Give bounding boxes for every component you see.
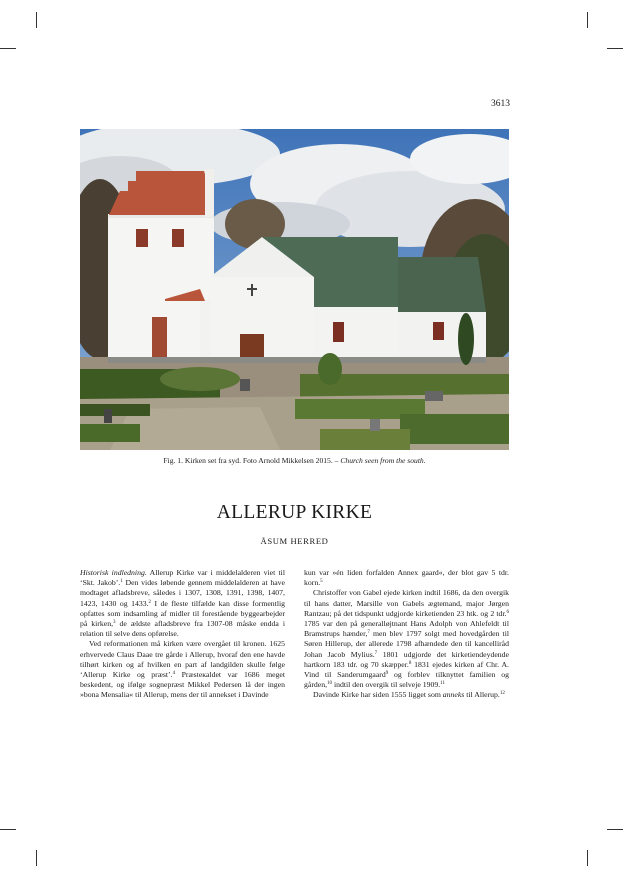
footnote-ref: 5 <box>320 579 323 585</box>
crop-mark <box>607 829 623 830</box>
church-photo <box>80 129 509 450</box>
crop-mark <box>36 12 37 28</box>
text: indtil den overgik til selveje 1909. <box>332 680 441 690</box>
figure-caption <box>80 456 509 465</box>
footnote-ref: 11 <box>440 681 445 687</box>
footnote-ref: 10 <box>327 681 333 687</box>
paragraph <box>80 568 285 639</box>
text: 1785 var den på generalløjtnant Hans Adolph von Ahlefeldt til Bramstrups hænder, <box>304 619 509 639</box>
text: Davinde Kirke har siden 1555 ligget som <box>313 690 443 700</box>
footnote-ref: 3 <box>113 620 116 626</box>
text: men blev 1797 solgt med hovedgården til Søren Hillerup, der allerede 1798 afhændede den til kancelliråd Johan Jacob Mylius. <box>304 629 509 659</box>
caption-danish: Fig. 1. Kirken set fra syd. Foto Arnold Mikkelsen 2015. – <box>163 456 339 465</box>
crop-mark <box>587 850 588 866</box>
footnote-ref: 2 <box>148 599 152 605</box>
crop-mark <box>607 48 623 49</box>
paragraph <box>304 568 509 588</box>
footnote-ref: 4 <box>172 671 176 677</box>
caption-english: Church seen from the south. <box>340 456 426 465</box>
paragraph <box>80 639 285 700</box>
text: til Allerup. <box>464 690 500 700</box>
text: Christoffer von Gabel ejede kirken indtil 1686, da den overgik til hans datter, Marsille von Gabels ægtemand, major Jørgen Rantzau; på det tidspunkt udgjorde kirketienden 23 htk. og 2 tdr. <box>304 588 509 618</box>
text: Præsteкaldet var 1686 meget beskedent, og ifølge sognepræst Mikkel Pedersen lå der ingen »bona Mensalia« til Allerup, mens der til annekset i Davinde <box>80 670 286 700</box>
text: kun var »én liden forfalden Annex gaard«, der blot gav 5 tdr. korn. <box>304 568 509 588</box>
footnote-ref: 9 <box>385 671 389 677</box>
left-column <box>80 568 285 701</box>
footnote-ref: 7 <box>374 650 378 656</box>
text: 1801 udgjorde det kirketiendeydende hartkorn 183 tdr. og 70 skæpper. <box>304 649 509 669</box>
text: 1831 ejedes kirken af Chr. A. Vind til Sanderumgaard <box>304 659 509 680</box>
footnote-ref: 7 <box>367 630 370 636</box>
paragraph-lead: Historisk indledning. <box>80 568 147 577</box>
crop-mark <box>36 850 37 866</box>
text: Den vides løbende gennem middelalderen at have modtaget afladsbreve, således i 1307, 1308, 1391, 1398, 1407, 1423, 1430 og 1433. <box>80 578 285 608</box>
footnote-ref: 8 <box>408 660 412 666</box>
text: Ved reformationen må kirken være overgået til kronen. 1625 erhvervede Claus Daae tre gårde i Allerup, hvoraf den ene havde tilhørt kirken og af hvilken en part af landgilden skulle følge ‘Allerup Kirke og præst’. <box>80 639 285 680</box>
text: og forblev tilknyttet familien og gården, <box>304 670 509 690</box>
text-italic: anneks <box>442 690 465 700</box>
footnote-ref: 1 <box>120 579 123 585</box>
footnote-ref: 6 <box>506 609 509 615</box>
paragraph <box>304 588 509 690</box>
page-subtitle: ÅSUM HERRED <box>260 536 329 546</box>
text: de ældste afladsbreve fra 1307-08 måske endda i relation til selve dens opførelse. <box>80 619 285 639</box>
footnote-ref: 12 <box>499 691 505 697</box>
page-number: 3613 <box>491 99 510 109</box>
text: I de fleste tilfælde kan disse formentlig opfattes som indsamling af midler til forestående byggearbejder på kirken, <box>80 598 286 629</box>
right-column <box>304 568 509 701</box>
crop-mark <box>587 12 588 28</box>
text: Allerup Kirke var i middelalderen viet til ‘Skt. Jakob’. <box>80 568 285 588</box>
page-title: ALLERUP KIRKE <box>216 502 373 523</box>
crop-mark <box>0 829 16 830</box>
paragraph <box>304 690 509 700</box>
crop-mark <box>0 48 16 49</box>
